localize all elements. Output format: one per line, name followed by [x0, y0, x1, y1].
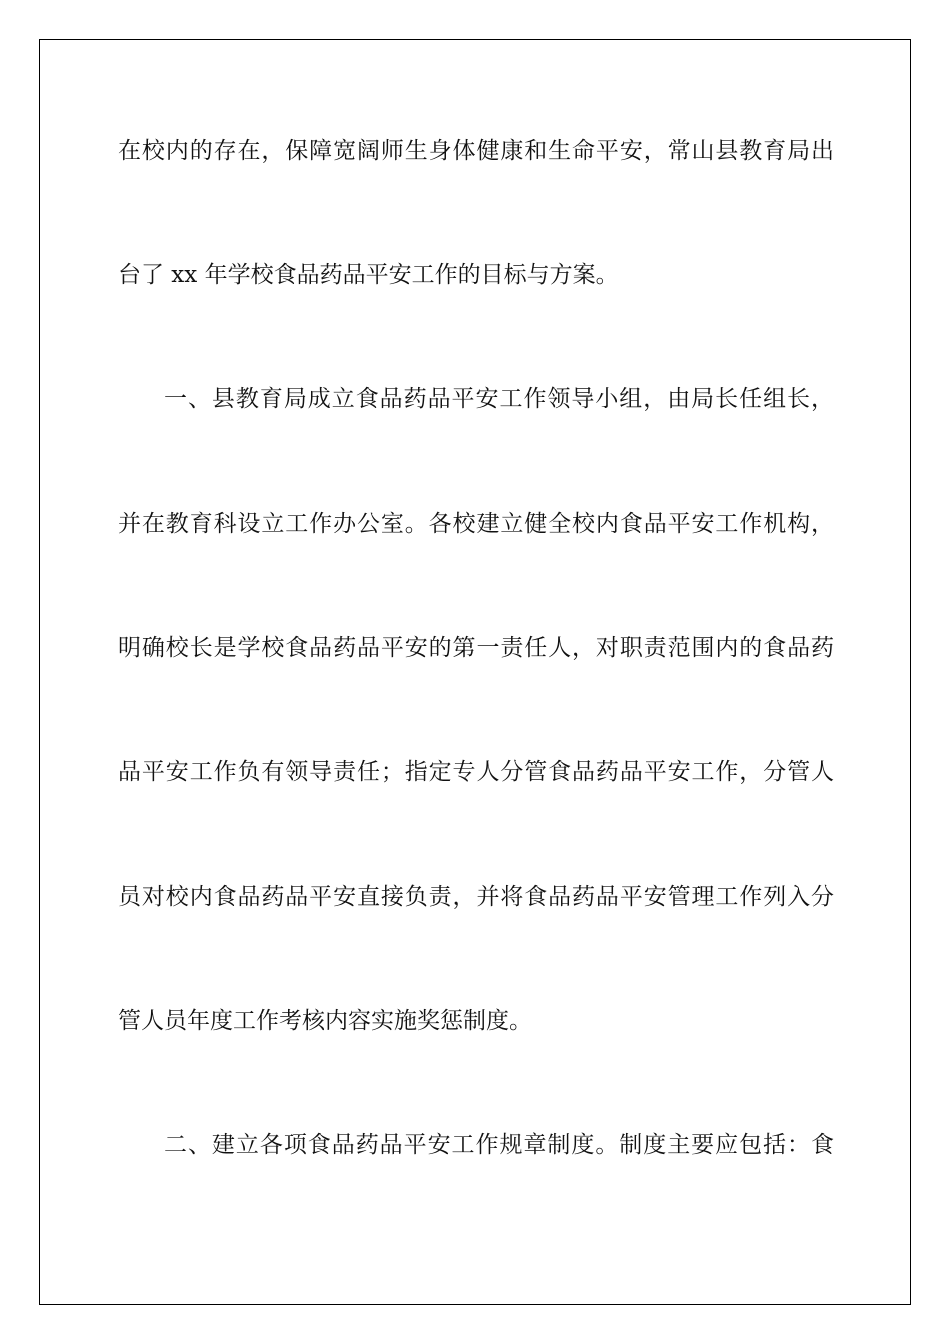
page-border	[39, 39, 911, 1305]
text-line-6: 品平安工作负有领导责任；指定专人分管食品药品平安工作，分管人	[118, 759, 834, 785]
paragraph-2-start: 二、建立各项食品药品平安工作规章制度。制度主要应包括：食	[164, 1132, 834, 1158]
text-line-4: 并在教育科设立工作办公室。各校建立健全校内食品平安工作机构，	[118, 511, 834, 537]
paragraph-1-start: 一、县教育局成立食品药品平安工作领导小组，由局长任组长，	[164, 386, 834, 412]
text-line-5: 明确校长是学校食品药品平安的第一责任人，对职责范围内的食品药	[118, 635, 834, 661]
text-line-7: 员对校内食品药品平安直接负责，并将食品药品平安管理工作列入分	[118, 884, 834, 910]
text-line-1: 在校内的存在，保障宽阔师生身体健康和生命平安，常山县教育局出	[118, 138, 834, 164]
text-line-2: 台了 xx 年学校食品药品平安工作的目标与方案。	[118, 262, 619, 288]
text-line-8: 管人员年度工作考核内容实施奖惩制度。	[118, 1008, 532, 1034]
